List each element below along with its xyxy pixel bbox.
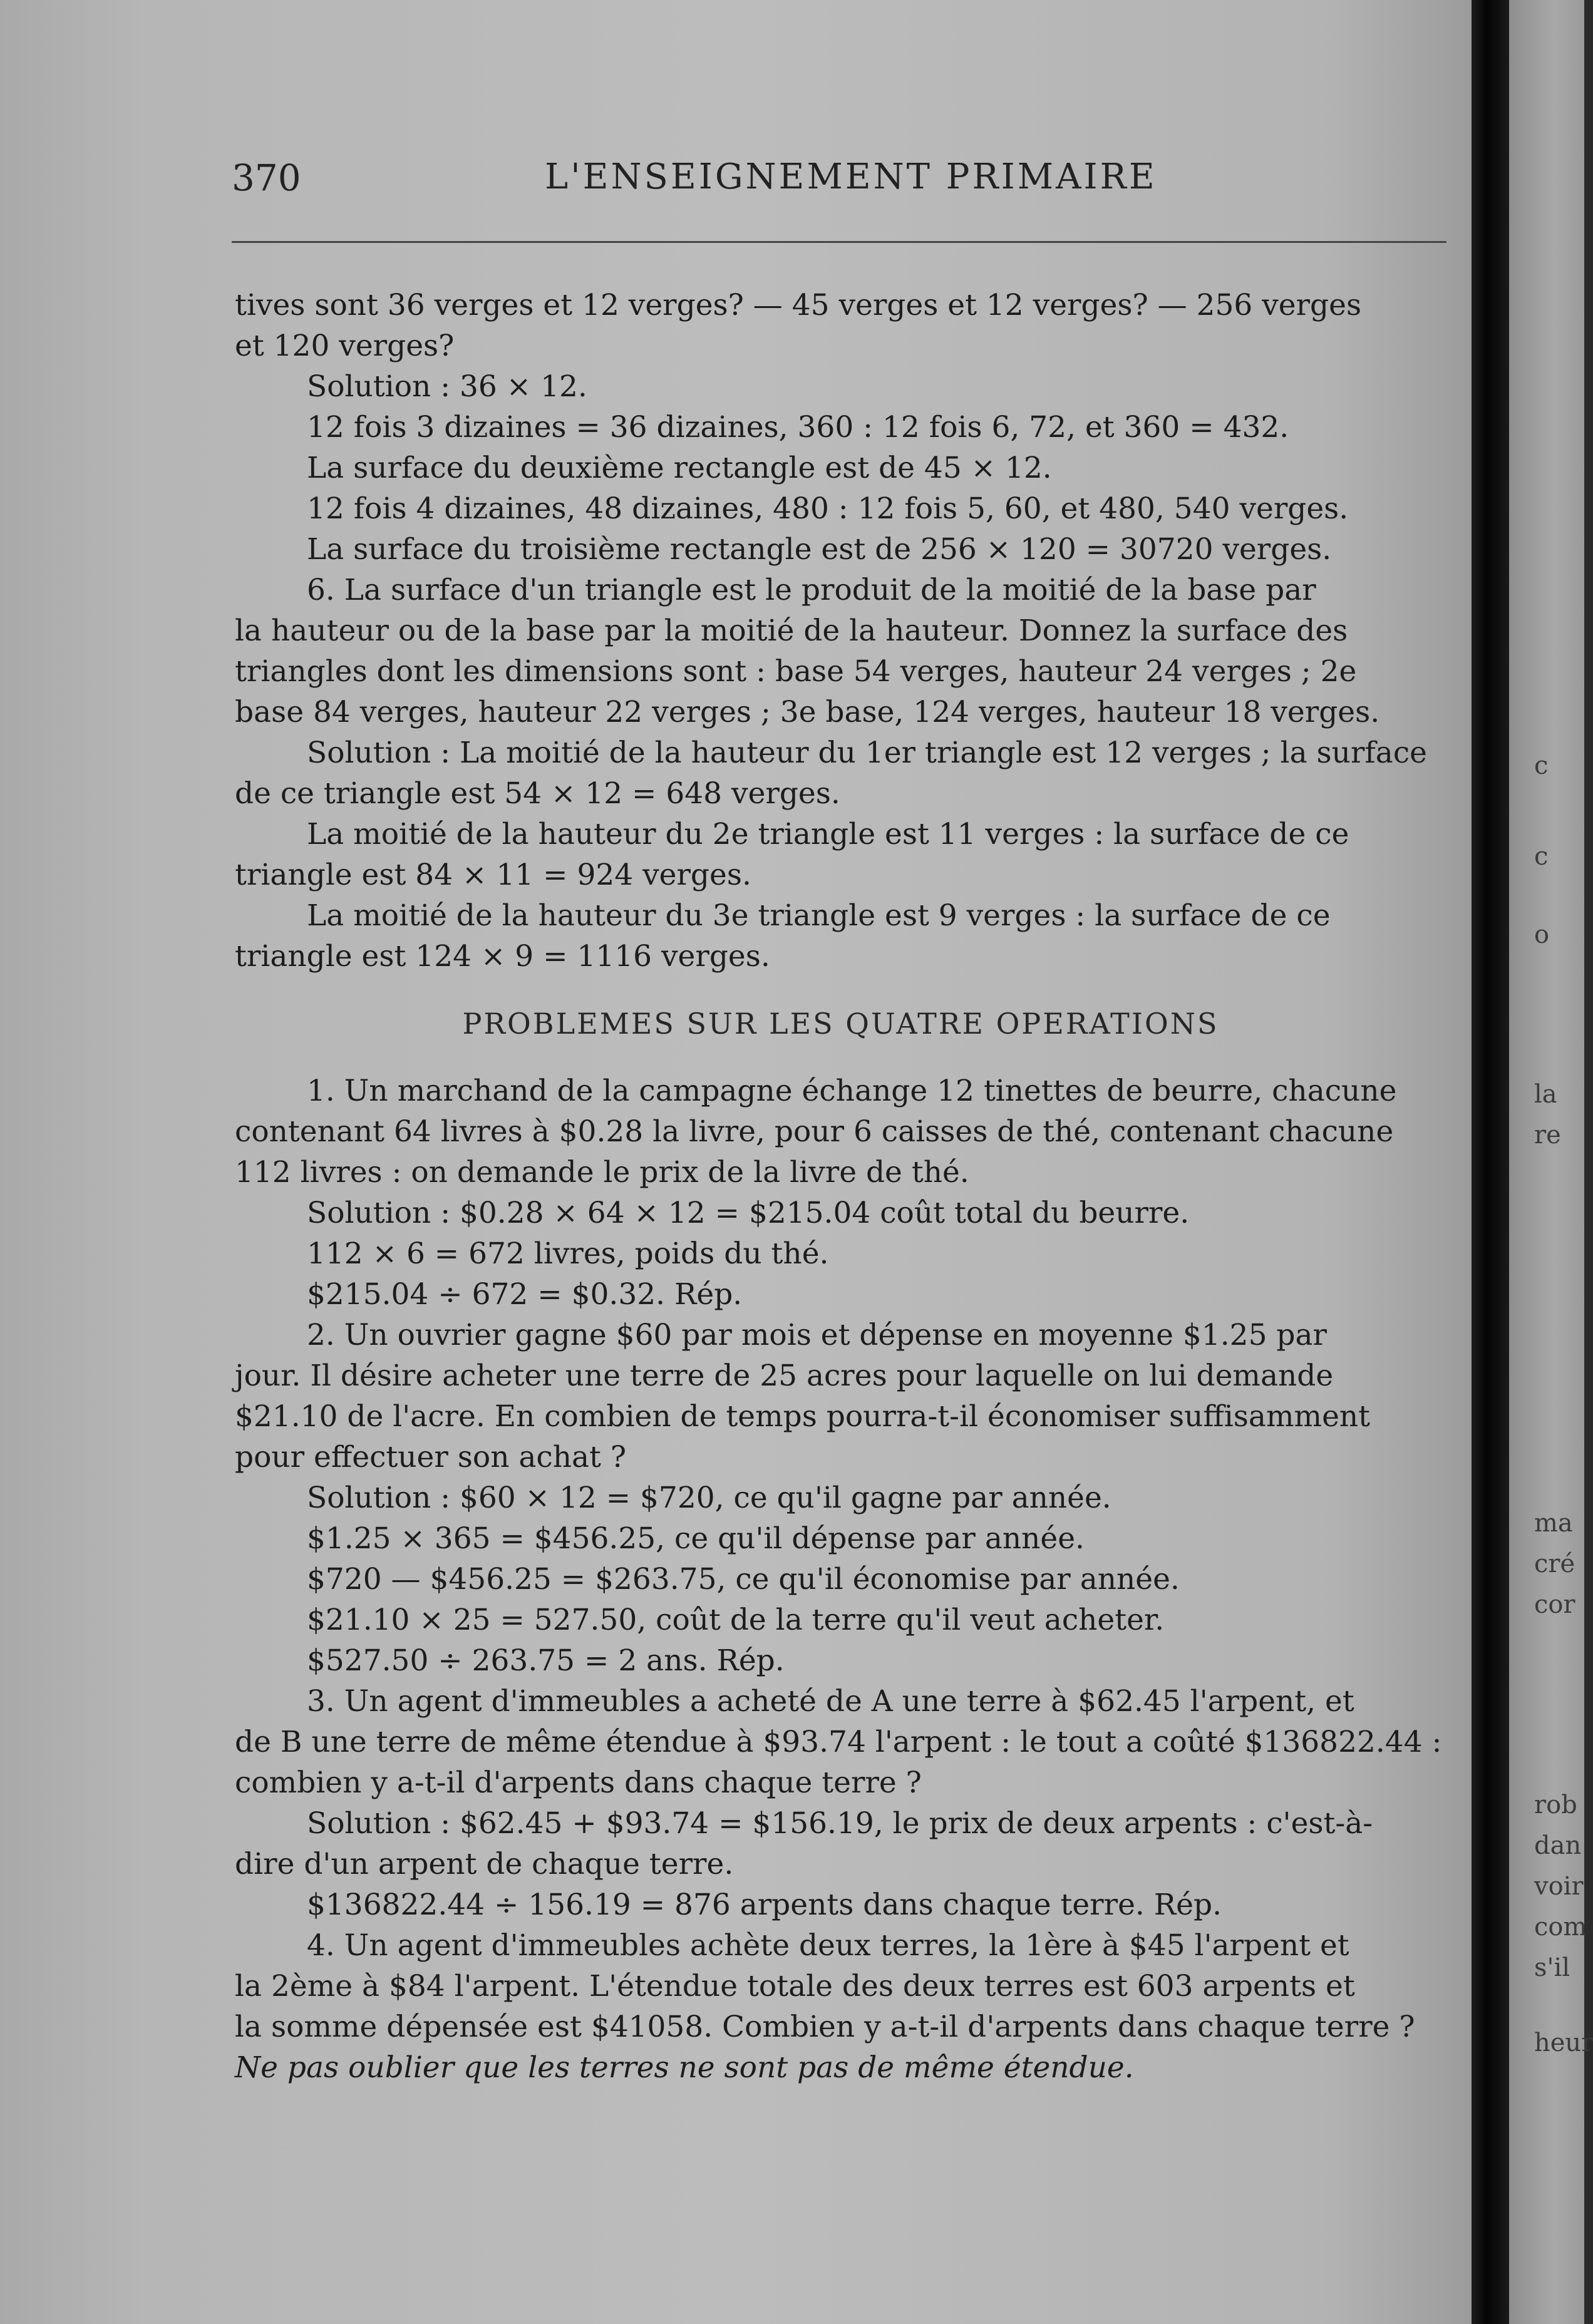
text-line: pour effectuer son achat ? xyxy=(235,1440,627,1474)
adjacent-page-fragment: la xyxy=(1534,1080,1557,1109)
adjacent-page-fragment: ma xyxy=(1534,1509,1573,1538)
text-line: jour. Il désire acheter une terre de 25 acres pour laquelle on lui demande xyxy=(235,1359,1334,1393)
text-line: Solution : $62.45 + $93.74 = $156.19, le prix de deux arpents : c'est-à- xyxy=(307,1806,1373,1841)
text-line: Solution : $60 × 12 = $720, ce qu'il gagne par année. xyxy=(307,1481,1111,1515)
text-line: Ne pas oublier que les terres ne sont pas de même étendue. xyxy=(235,2050,1134,2085)
text-line: La moitié de la hauteur du 3e triangle est 9 verges : la surface de ce xyxy=(307,898,1331,933)
text-line: 112 × 6 = 672 livres, poids du thé. xyxy=(307,1237,829,1271)
text-line: La moitié de la hauteur du 2e triangle est 11 verges : la surface de ce xyxy=(307,817,1349,851)
continuation-text xyxy=(235,285,1446,977)
text-line: base 84 verges, hauteur 22 verges ; 3e base, 124 verges, hauteur 18 verges. xyxy=(235,695,1380,729)
text-line: Solution : $0.28 × 64 × 12 = $215.04 coût total du beurre. xyxy=(307,1196,1190,1230)
text-line: Solution : 36 × 12. xyxy=(307,369,587,404)
page-body xyxy=(235,285,1446,2088)
text-line: combien y a-t-il d'arpents dans chaque terre ? xyxy=(235,1766,922,1800)
page-number: 370 xyxy=(232,157,301,199)
adjacent-page-fragment: c xyxy=(1534,842,1549,871)
text-line: 1. Un marchand de la campagne échange 12 tinettes de beurre, chacune xyxy=(307,1074,1397,1108)
text-line: $136822.44 ÷ 156.19 = 876 arpents dans chaque terre. Rép. xyxy=(307,1888,1222,1922)
text-line: Solution : La moitié de la hauteur du 1er triangle est 12 verges ; la surface xyxy=(307,736,1427,770)
text-line: $21.10 × 25 = 527.50, coût de la terre qu'il veut acheter. xyxy=(307,1603,1165,1637)
text-line: 6. La surface d'un triangle est le produit de la moitié de la base par xyxy=(307,573,1316,607)
adjacent-page-fragment: rob xyxy=(1534,1791,1577,1819)
text-line: la hauteur ou de la base par la moitié de la hauteur. Donnez la surface des xyxy=(235,614,1348,648)
text-line: la 2ème à $84 l'arpent. L'étendue totale des deux terres est 603 arpents et xyxy=(235,1969,1355,2003)
text-line: La surface du troisième rectangle est de 256 × 120 = 30720 verges. xyxy=(307,532,1332,567)
problems-text xyxy=(235,1071,1446,2088)
text-line: 3. Un agent d'immeubles a acheté de A une terre à $62.45 l'arpent, et xyxy=(307,1684,1354,1719)
text-line: et 120 verges? xyxy=(235,329,455,363)
adjacent-page-fragment: heur xyxy=(1534,2028,1593,2057)
text-line: la somme dépensée est $41058. Combien y a-t-il d'arpents dans chaque terre ? xyxy=(235,2010,1415,2044)
text-line: $21.10 de l'acre. En combien de temps pourra-t-il économiser suffisamment xyxy=(235,1399,1371,1434)
text-line: 12 fois 4 dizaines, 48 dizaines, 480 : 12 fois 5, 60, et 480, 540 verges. xyxy=(307,491,1349,526)
text-line: triangles dont les dimensions sont : base 54 verges, hauteur 24 verges ; 2e xyxy=(235,654,1357,689)
text-line: de B une terre de même étendue à $93.74 l'arpent : le tout a coûté $136822.44 : xyxy=(235,1725,1442,1759)
adjacent-page-fragment: o xyxy=(1534,920,1550,949)
text-line: dire d'un arpent de chaque terre. xyxy=(235,1847,734,1881)
text-line: contenant 64 livres à $0.28 la livre, pour 6 caisses de thé, contenant chacune xyxy=(235,1114,1394,1149)
book-gutter xyxy=(1472,0,1509,2324)
text-line: $1.25 × 365 = $456.25, ce qu'il dépense par année. xyxy=(307,1521,1085,1556)
text-line: tives sont 36 verges et 12 verges? — 45 verges et 12 verges? — 256 verges xyxy=(235,288,1362,322)
adjacent-page-fragment: voir xyxy=(1534,1872,1584,1901)
adjacent-page-fragment: re xyxy=(1534,1121,1561,1149)
adjacent-page-fragment: com xyxy=(1534,1913,1587,1941)
section-title: PROBLEMES SUR LES QUATRE OPERATIONS xyxy=(462,1007,1219,1041)
text-line: 2. Un ouvrier gagne $60 par mois et dépense en moyenne $1.25 par xyxy=(307,1318,1327,1352)
text-line: 4. Un agent d'immeubles achète deux terres, la 1ère à $45 l'arpent et xyxy=(307,1928,1349,1963)
running-title: L'ENSEIGNEMENT PRIMAIRE xyxy=(545,157,1157,197)
adjacent-page-fragment: s'il xyxy=(1534,1953,1570,1982)
page-header xyxy=(232,150,1446,200)
text-line: La surface du deuxième rectangle est de 45 × 12. xyxy=(307,451,1052,485)
adjacent-page-fragment: cor xyxy=(1534,1590,1575,1619)
text-line: $720 — $456.25 = $263.75, ce qu'il économise par année. xyxy=(307,1562,1180,1596)
text-line: 112 livres : on demande le prix de la livre de thé. xyxy=(235,1155,969,1190)
text-line: triangle est 124 × 9 = 1116 verges. xyxy=(235,939,770,974)
adjacent-page-edge xyxy=(1509,0,1593,2324)
text-line: de ce triangle est 54 × 12 = 648 verges. xyxy=(235,776,840,811)
text-line: $527.50 ÷ 263.75 = 2 ans. Rép. xyxy=(307,1643,785,1678)
text-line: 12 fois 3 dizaines = 36 dizaines, 360 : 12 fois 6, 72, et 360 = 432. xyxy=(307,410,1289,445)
text-line: triangle est 84 × 11 = 924 verges. xyxy=(235,858,751,892)
text-line: $215.04 ÷ 672 = $0.32. Rép. xyxy=(307,1277,743,1312)
adjacent-page-fragment: c xyxy=(1534,751,1549,780)
adjacent-page-fragment: dan xyxy=(1534,1831,1582,1860)
adjacent-page-fragment: cré xyxy=(1534,1550,1575,1578)
header-rule xyxy=(232,241,1446,243)
